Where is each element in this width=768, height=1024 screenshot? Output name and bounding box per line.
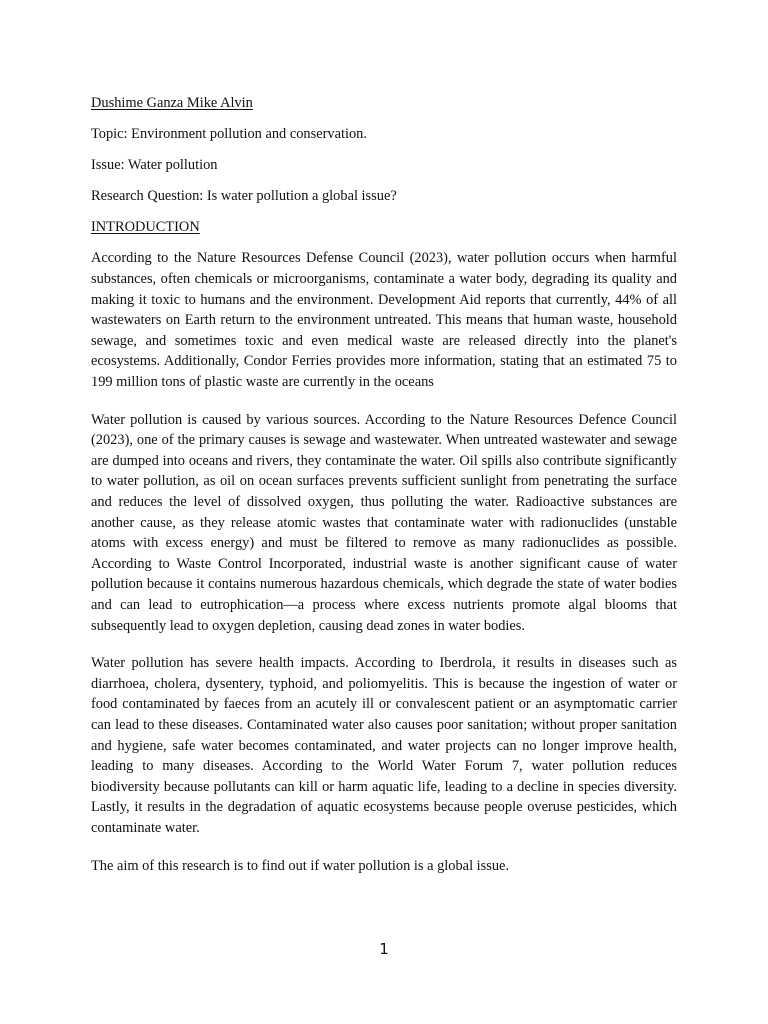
paragraph-health-impacts: Water pollution has severe health impacts. According to Iberdrola, it results in diseases such as diarrhoea, cholera, dysentery, typhoid, and poliomyelitis. This is because the ingestion of water or food contaminated by faeces from an acutely ill or convalescent patient or an asymptomatic carrier can lead to these diseases. Contaminated water also causes poor sanitation; without proper sanitation and hygiene, safe water becomes contaminated, and water projects can no longer improve health, leading to many diseases. According to the World Water Forum 7, water pollution reduces biodiversity because pollutants can kill or harm aquatic life, leading to a decline in species diversity. Lastly, it results in the degradation of aquatic ecosystems because people overuse pesticides, which contaminate water. [91, 655, 677, 836]
section-heading-introduction: INTRODUCTION [91, 219, 200, 236]
document-body [91, 93, 677, 876]
page-number: 1 [379, 940, 389, 958]
issue-line: Issue: Water pollution [91, 157, 218, 174]
paragraph-causes: Water pollution is caused by various sources. According to the Nature Resources Defence Council (2023), one of the primary causes is sewage and wastewater. When untreated wastewater and sewage are dumped into oceans and rivers, they contaminate the water. Oil spills also contribute significantly to water pollution, as oil on ocean surfaces prevents sufficient sunlight from penetrating the surface and reduces the level of dissolved oxygen, thus polluting the water. Radioactive substances are another cause, as they release atomic wastes that contaminate water with radionuclides (unstable atoms with excess energy) and must be filtered to remove as many radionuclides as possible. According to Waste Control Incorporated, industrial waste is another significant cause of water pollution because it contains numerous hazardous chemicals, which degrade the state of water bodies and can lead to eutrophication—a process where excess nutrients promote algal blooms that subsequently lead to oxygen depletion, causing dead zones in water bodies. [91, 411, 677, 634]
paragraph-research-aim: The aim of this research is to find out if water pollution is a global issue. [91, 857, 510, 874]
research-question-line: Research Question: Is water pollution a global issue? [91, 188, 397, 205]
paragraph-definition: According to the Nature Resources Defense Council (2023), water pollution occurs when harmful substances, often chemicals or microorganisms, contaminate a water body, degrading its quality and making it toxic to humans and the environment. Development Aid reports that currently, 44% of all wastewaters on Earth return to the environment untreated. This means that human waste, household sewage, and sometimes toxic and even medical waste are released directly into the planet's ecosystems. Additionally, Condor Ferries provides more information, stating that an estimated 75 to 199 million tons of plastic waste are currently in the oceans [91, 250, 677, 391]
topic-line: Topic: Environment pollution and conservation. [91, 126, 367, 143]
author-name: Dushime Ganza Mike Alvin [91, 95, 253, 111]
